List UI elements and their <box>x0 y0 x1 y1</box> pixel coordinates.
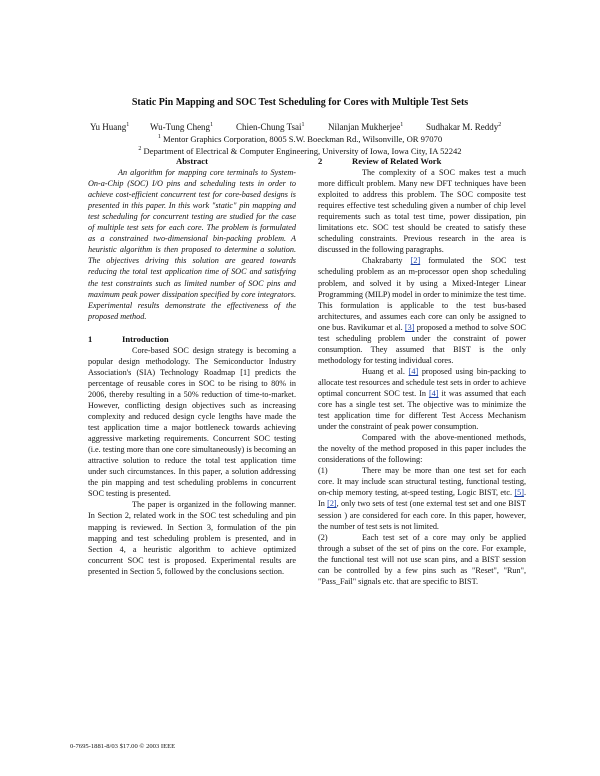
list-item: (2) Each test set of a core may only be applied through a subset of the set of pins on the core. For example, the functional test will not use scan pins, and a BIST session can be controlled by a few pins such as "Reset", "Run", "Pass_Fail" signals etc. that are specific to BIST. <box>318 532 526 586</box>
section-heading-introduction: 1 Introduction <box>88 333 169 344</box>
abstract-text: An algorithm for mapping core terminals to System-On-a-Chip (SOC) I/O pins and scheduling tests in order to achieve cost-efficient concurrent test for core-based designs is presented in this paper. In this work "static" pin mapping and test scheduling for concurrent testing are studied for the case of multiple test sets for each core. The problem is formulated as a constrained two-dimensional bin-packing problem. A heuristic algorithm is then proposed to determine a solution. The objectives driving this solution are geared towards reducing the total test application time of SOC and satisfying the test constraints such as limited number of SOC pins and maximum peak power dissipation specified by core integrators. Experimental results demonstrate the effectiveness of the proposed method. <box>88 168 296 321</box>
left-column <box>88 156 296 577</box>
intro-paragraph-2: The paper is organized in the following manner. In Section 2, related work in the SOC test scheduling and pin mapping is reviewed. In Section 3, formulation of the pin mapping and test scheduling problem is presented, and in Section 4, a heuristic algorithm to achieve optimized concurrent SOC test is proposed. Experimental results are presented in Section 5, followed by the conclusions section. <box>88 500 296 576</box>
section-heading-related-work: 2 Review of Related Work <box>318 156 442 166</box>
citation-link[interactable]: [4] <box>428 388 439 398</box>
related-paragraph-2: Chakrabarty [2] formulated the SOC test scheduling problem as an m-processor open shop scheduling problem, and solved it by using a Mixed-Integer Linear Programming (MILP) model in order to minimize the test time. This formulation is applicable to the test bus-based architectures, and assumes each core can only be assigned to one bus. Ravikumar et al. [3] proposed a method to solve SOC test scheduling problem under the constraint of power consumption. They assumed that BIST is the only methodology for testing individual cores. <box>318 256 526 365</box>
related-paragraph-3: Huang et al. [4] proposed using bin-packing to allocate test resources and schedule test sets in order to achieve optimal concurrent SOC test. In [4] it was assumed that each core has a single test set. The objective was to minimize the test application time for different Test Access Mechanism under the constraint of peak power consumption. <box>318 366 527 432</box>
related-paragraph-4: Compared with the above-mentioned methods, the novelty of the method proposed in this paper includes the considerations of the following: <box>318 433 526 465</box>
related-paragraph-1: The complexity of a SOC makes test a much more difficult problem. Many new DFT techniques have been exploited to address this problem. The SOC composite test requires effective test scheduling given a number of chip level requirements such as total test time, power dissipation, pin limitations etc. SOC test should be created to satisfy these scheduling constraints. Previous research in the area is discussed in the following paragraphs. <box>318 168 526 255</box>
copyright-footer: 0-7695-1881-8/03 $17.00 © 2003 IEEE <box>70 743 176 750</box>
author: Nilanjan Mukherjee$^1$ <box>328 122 404 132</box>
list-item: (1) There may be more than one test set for each core. It may include scan structural testing, functional testing, on-chip memory testing, at-speed testing, Logic BIST, etc. [5]. In [2], only two sets of test (one external test set and one BIST session ) are considered for each core. In this paper, however, the number of test sets is not limited. <box>318 466 526 531</box>
paper-title: Static Pin Mapping and SOC Test Scheduling for Cores with Multiple Test Sets <box>131 97 469 108</box>
author: Sudhakar M. Reddy$^2$ <box>426 122 502 132</box>
author: Wu-Tung Cheng$^1$ <box>150 122 214 132</box>
citation-link[interactable]: [5] <box>514 488 524 498</box>
citation-link[interactable]: [2] <box>327 499 337 509</box>
author: Yu Huang$^1$ <box>90 122 130 132</box>
right-column <box>318 156 526 587</box>
affiliation: $^1$ Mentor Graphics Corporation, 8005 S.W. Boeckman Rd., Wilsonville, OR 97070 <box>157 134 443 144</box>
intro-paragraph-1: Core-based SOC design strategy is becoming a popular design methodology. The Semiconductor Industry Association's (SIA) Technology Roadmap [1] predicts the percentage of reusable cores in SOC to be rising to 80% in 2006, thereby resulting in a 50% reduction of time-to-market. However, conflicting design objectives such as increasing complexity and reduced design cycle lengths have made the test application time a major bottleneck towards achieving aggressive marketing requirements. Concurrent SOC testing (i.e. testing more than one core simultaneously) is becoming an attractive solution to reduce the total test application time under such circumstances. In this paper, a solution addressing the pin mapping and test scheduling problems in concurrent SOC testing is presented. <box>88 345 296 499</box>
affiliation: $^2$ Department of Electrical & Computer Engineering, University of Iowa, Iowa City, IA 52242 <box>138 146 462 156</box>
citation-link[interactable]: [3] <box>404 322 415 332</box>
author: Chien-Chung Tsai$^1$ <box>236 122 305 132</box>
abstract-heading: Abstract <box>176 156 208 166</box>
citation-link[interactable]: [4] <box>408 366 419 376</box>
citation-link[interactable]: [2] <box>410 256 421 266</box>
abstract <box>88 167 296 322</box>
